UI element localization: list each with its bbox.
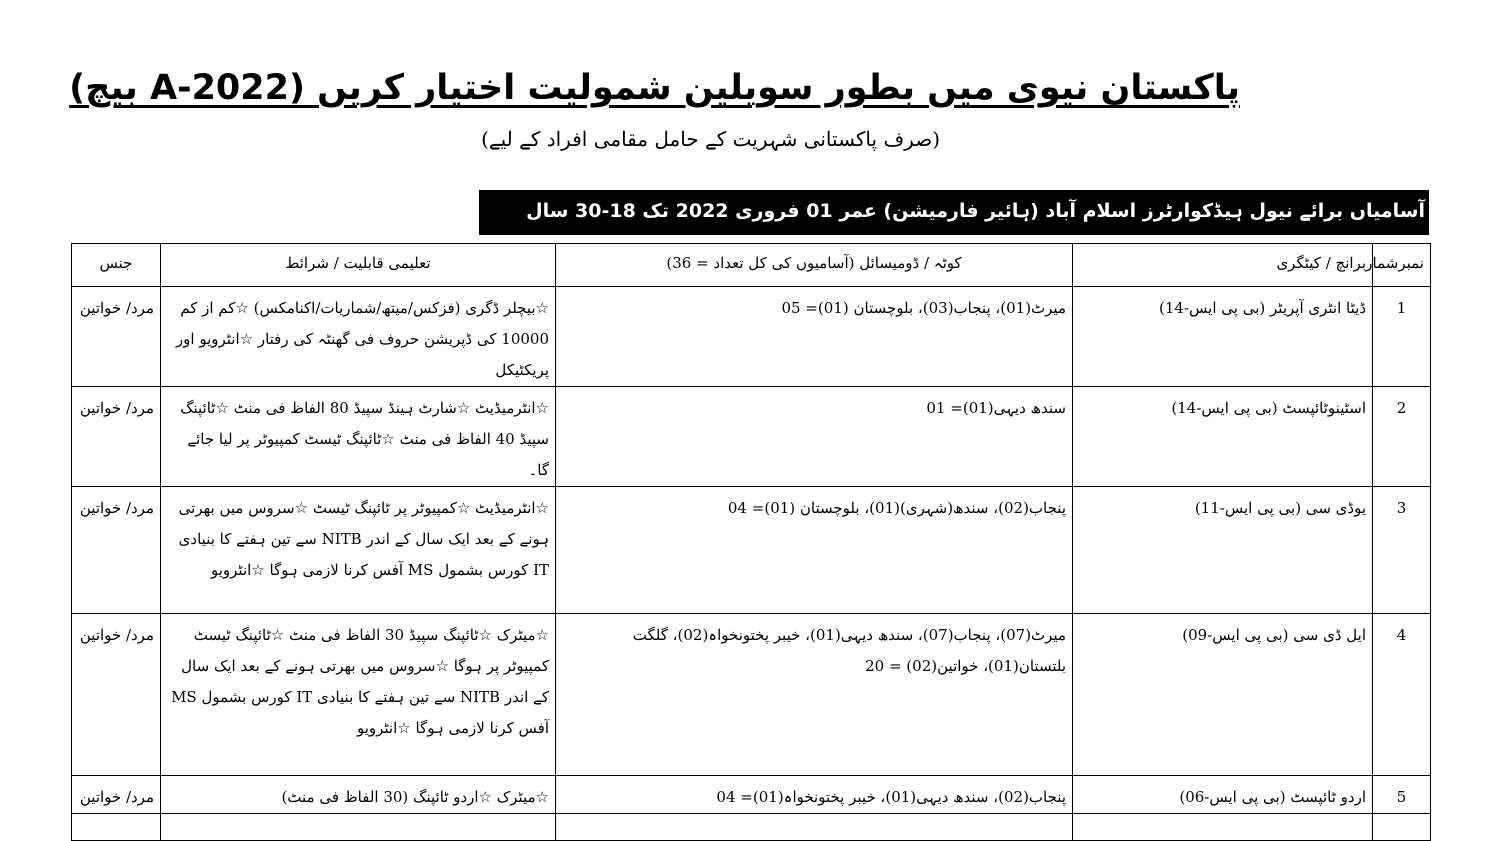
row-serial: 2 — [1373, 387, 1431, 487]
section-banner: آسامیاں برائے نیول ہیڈکوارٹرز اسلام آباد (ہائیر فارمیشن) عمر 01 فروری 2022 تک 18-30 سال — [479, 190, 1429, 235]
header-gender: جنس — [72, 244, 161, 287]
row-serial: 4 — [1373, 614, 1431, 776]
header-quota: کوٹہ / ڈومیسائل (آسامیوں کی کل تعداد = 36) — [556, 244, 1073, 287]
table-header-row — [72, 244, 1431, 287]
row-qualification: ☆بیچلر ڈگری (فزکس/میتھ/شماریات/اکنامکس) ☆کم از کم 10000 کی ڈپریشن حروف فی گھنٹہ کی رفتار ☆انٹرویو اور پریکٹیکل — [161, 287, 556, 387]
row-quota: پنجاب(02)، سندھ(شہری)(01)، بلوچستان (01)= 04 — [556, 487, 1073, 614]
table-row — [72, 387, 1431, 487]
row-cell-empty — [1073, 814, 1373, 841]
row-quota: سندھ دیہی(01)= 01 — [556, 387, 1073, 487]
row-gender: مرد/ خواتین — [72, 287, 161, 387]
row-gender: مرد/ خواتین — [72, 776, 161, 814]
row-cell-empty — [556, 814, 1073, 841]
row-gender: مرد/ خواتین — [72, 487, 161, 614]
page-subtitle: (صرف پاکستانی شہریت کے حامل مقامی افراد کے لیے) — [481, 127, 940, 151]
row-serial: 3 — [1373, 487, 1431, 614]
row-quota: میرٹ(01)، پنجاب(03)، بلوچستان (01)= 05 — [556, 287, 1073, 387]
row-gender: مرد/ خواتین — [72, 387, 161, 487]
header-category: برانچ / کیٹگری — [1073, 244, 1373, 287]
row-quota: میرٹ(07)، پنجاب(07)، سندھ دیہی(01)، خیبر پختونخواہ(02)، گلگت بلتستان(01)، خواتین(02) = 20 — [556, 614, 1073, 776]
row-cell-empty — [72, 814, 161, 841]
row-serial: 1 — [1373, 287, 1431, 387]
table-row — [72, 487, 1431, 614]
row-cell-empty — [1373, 814, 1431, 841]
table-row — [72, 776, 1431, 814]
row-category: ایل ڈی سی (بی پی ایس-09) — [1073, 614, 1373, 776]
row-quota: پنجاب(02)، سندھ دیہی(01)، خیبر پختونخواہ(01)= 04 — [556, 776, 1073, 814]
row-qualification: ☆انٹرمیڈیٹ ☆شارٹ ہینڈ سپیڈ 80 الفاظ فی منٹ ☆ٹائپنگ سپیڈ 40 الفاظ فی منٹ ☆ٹائپنگ ٹیسٹ کمپیوٹر پر لیا جائے گا۔ — [161, 387, 556, 487]
row-category: یوڈی سی (بی پی ایس-11) — [1073, 487, 1373, 614]
row-qualification: ☆انٹرمیڈیٹ ☆کمپیوٹر پر ٹائپنگ ٹیسٹ ☆سروس میں بھرتی ہونے کے بعد ایک سال کے اندر NITB سے تین ہفتے کا بنیادی IT کورس بشمول MS آفس کرنا لازمی ہوگا ☆انٹرویو — [161, 487, 556, 614]
row-qualification: ☆میٹرک ☆اردو ٹائپنگ (30 الفاظ فی منٹ) — [161, 776, 556, 814]
page-title: پاکستان نیوی میں بطور سویلین شمولیت اختیار کریں (A-2022 بیچ) — [69, 68, 1240, 108]
header-serial: نمبرشمار — [1373, 244, 1431, 287]
row-category: ڈیٹا انٹری آپریٹر (بی پی ایس-14) — [1073, 287, 1373, 387]
table-row — [72, 614, 1431, 776]
vacancies-table — [71, 243, 1431, 841]
table-row-partial — [72, 814, 1431, 841]
table-row — [72, 287, 1431, 387]
row-cell-empty — [161, 814, 556, 841]
row-qualification: ☆میٹرک ☆ٹائپنگ سپیڈ 30 الفاظ فی منٹ ☆ٹائپنگ ٹیسٹ کمپیوٹر پر ہوگا ☆سروس میں بھرتی ہونے کے بعد ایک سال کے اندر NITB سے تین ہفتے کا بنیادی IT کورس بشمول MS آفس کرنا لازمی ہوگا ☆انٹرویو — [161, 614, 556, 776]
row-gender: مرد/ خواتین — [72, 614, 161, 776]
header-qualification: تعلیمی قابلیت / شرائط — [161, 244, 556, 287]
row-category: اسٹینوٹائپسٹ (بی پی ایس-14) — [1073, 387, 1373, 487]
row-serial: 5 — [1373, 776, 1431, 814]
row-category: اردو ٹائپسٹ (بی پی ایس-06) — [1073, 776, 1373, 814]
